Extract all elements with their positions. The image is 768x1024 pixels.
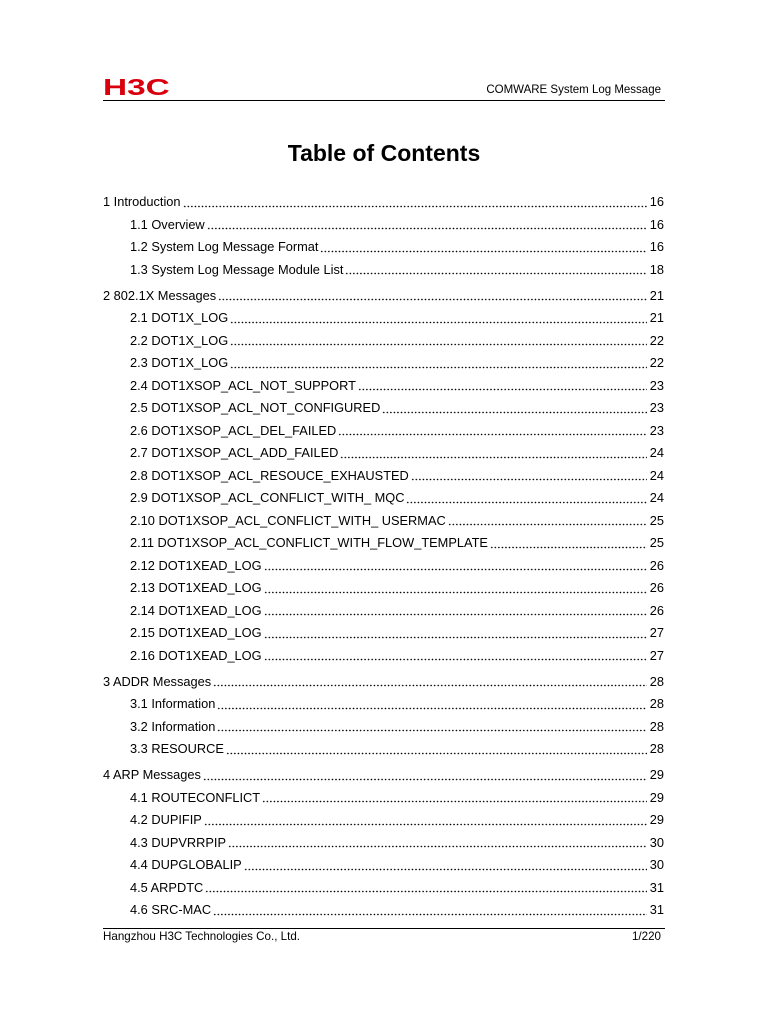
toc-entry-page-number: 24 (649, 490, 664, 505)
leader-dots (244, 854, 647, 877)
toc-entry-page-number: 31 (649, 902, 664, 917)
toc-section-entry (103, 307, 664, 330)
toc-entry-page-number: 30 (649, 834, 664, 850)
toc-entry-label: 4.6 SRC-MAC (130, 902, 212, 917)
toc-entry-label: 2.2 DOT1X_LOG (130, 332, 229, 348)
toc-entry-page-number: 21 (649, 287, 664, 303)
leader-dots (213, 899, 647, 922)
leader-dots (264, 555, 647, 578)
toc-entry-page-number: 25 (649, 512, 664, 528)
toc-entry-label: 2.6 DOT1XSOP_ACL_DEL_FAILED (130, 422, 337, 438)
toc-entry-label: 2.7 DOT1XSOP_ACL_ADD_FAILED (130, 445, 339, 460)
toc-entry-label: 3.2 Information (130, 718, 216, 734)
leader-dots (226, 738, 647, 761)
toc-entry-label: 2.13 DOT1XEAD_LOG (130, 580, 262, 595)
footer-company: Hangzhou H3C Technologies Co., Ltd. (103, 930, 301, 943)
leader-dots (217, 693, 646, 716)
leader-dots (382, 397, 646, 420)
page-number: 1/220 (631, 930, 661, 943)
toc-entry-page-number: 26 (649, 602, 664, 618)
toc-section-entry (103, 236, 664, 259)
leader-dots (345, 259, 646, 282)
toc-entry-page-number: 28 (649, 673, 664, 689)
leader-dots (448, 510, 647, 533)
toc-entry-label: 2.8 DOT1XSOP_ACL_RESOUCE_EXHAUSTED (130, 467, 409, 483)
toc-entry-label: 2.5 DOT1XSOP_ACL_NOT_CONFIGURED (130, 400, 381, 415)
toc-entry-label: 1 Introduction (103, 194, 181, 209)
leader-dots (213, 671, 647, 694)
toc-entry-label: 3.1 Information (130, 696, 216, 711)
toc-section-entry (103, 877, 664, 900)
leader-dots (358, 375, 647, 398)
toc-entry-label: 4.4 DUPGLOBALIP (130, 857, 242, 872)
leader-dots (204, 809, 647, 832)
toc-section-entry (103, 899, 664, 922)
toc-entry-page-number: 28 (649, 718, 664, 734)
toc-entry-label: 2.12 DOT1XEAD_LOG (130, 557, 262, 573)
toc-entry-page-number: 24 (649, 467, 664, 483)
toc-section-entry (103, 532, 664, 555)
leader-dots (490, 532, 647, 555)
toc-section-entry (103, 738, 664, 761)
toc-chapter-entry (103, 671, 664, 694)
header-rule (103, 100, 665, 101)
leader-dots (411, 465, 647, 488)
table-of-contents (103, 191, 664, 922)
leader-dots (262, 787, 647, 810)
toc-section-entry (103, 577, 664, 600)
toc-section-entry (103, 465, 664, 488)
toc-entry-label: 1.3 System Log Message Module List (130, 261, 344, 277)
toc-entry-page-number: 23 (649, 422, 664, 438)
toc-entry-page-number: 30 (649, 857, 664, 872)
toc-section-entry (103, 600, 664, 623)
toc-entry-page-number: 26 (649, 580, 664, 595)
toc-entry-label: 2 802.1X Messages (103, 287, 217, 303)
leader-dots (230, 352, 647, 375)
document-title: COMWARE System Log Message (486, 84, 661, 96)
toc-entry-label: 4.5 ARPDTC (130, 879, 204, 895)
toc-section-entry (103, 555, 664, 578)
toc-section-entry (103, 259, 664, 282)
toc-section-entry (103, 442, 664, 465)
leader-dots (264, 600, 647, 623)
toc-entry-page-number: 16 (649, 194, 664, 209)
toc-entry-page-number: 23 (649, 400, 664, 415)
toc-entry-label: 4.3 DUPVRRPIP (130, 834, 227, 850)
toc-entry-label: 2.16 DOT1XEAD_LOG (130, 647, 262, 663)
h3c-logo: H3C (103, 74, 170, 100)
toc-section-entry (103, 716, 664, 739)
toc-entry-page-number: 28 (649, 696, 664, 711)
toc-entry-label: 4 ARP Messages (103, 767, 201, 782)
toc-entry-page-number: 31 (649, 879, 664, 895)
toc-section-entry (103, 510, 664, 533)
toc-section-entry (103, 832, 664, 855)
toc-entry-label: 2.1 DOT1X_LOG (130, 310, 229, 325)
toc-entry-page-number: 18 (649, 261, 664, 277)
toc-entry-page-number: 16 (649, 239, 664, 254)
toc-section-entry (103, 693, 664, 716)
toc-entry-page-number: 27 (649, 625, 664, 640)
toc-entry-label: 2.3 DOT1X_LOG (130, 355, 229, 370)
toc-section-entry (103, 420, 664, 443)
toc-chapter-entry (103, 191, 664, 214)
toc-section-entry (103, 622, 664, 645)
toc-section-entry (103, 487, 664, 510)
leader-dots (340, 442, 646, 465)
toc-section-entry (103, 375, 664, 398)
toc-entry-label: 2.10 DOT1XSOP_ACL_CONFLICT_WITH_ USERMAC (130, 512, 446, 528)
leader-dots (264, 645, 647, 668)
toc-entry-page-number: 29 (649, 789, 664, 805)
toc-section-entry (103, 330, 664, 353)
toc-entry-label: 2.9 DOT1XSOP_ACL_CONFLICT_WITH_ MQC (130, 490, 405, 505)
toc-section-entry (103, 854, 664, 877)
toc-section-entry (103, 787, 664, 810)
toc-section-entry (103, 352, 664, 375)
leader-dots (207, 214, 647, 237)
toc-entry-page-number: 29 (649, 812, 664, 827)
toc-entry-page-number: 25 (649, 535, 664, 550)
toc-entry-page-number: 22 (649, 332, 664, 348)
leader-dots (228, 832, 647, 855)
page-title: Table of Contents (287, 139, 481, 166)
leader-dots (205, 877, 647, 900)
toc-entry-label: 4.2 DUPIFIP (130, 812, 202, 827)
toc-section-entry (103, 214, 664, 237)
toc-entry-page-number: 26 (649, 557, 664, 573)
leader-dots (183, 191, 647, 214)
leader-dots (406, 487, 646, 510)
toc-entry-label: 3.3 RESOURCE (130, 741, 224, 756)
toc-entry-page-number: 22 (649, 355, 664, 370)
toc-section-entry (103, 397, 664, 420)
toc-entry-page-number: 16 (649, 216, 664, 232)
toc-chapter-entry (103, 285, 664, 308)
toc-section-entry (103, 809, 664, 832)
toc-entry-label: 3 ADDR Messages (103, 673, 212, 689)
toc-entry-label: 2.4 DOT1XSOP_ACL_NOT_SUPPORT (130, 377, 356, 393)
leader-dots (230, 330, 647, 353)
leader-dots (218, 285, 647, 308)
footer-rule (103, 928, 665, 929)
toc-chapter-entry (103, 764, 664, 787)
toc-entry-page-number: 29 (649, 767, 664, 782)
toc-entry-label: 2.14 DOT1XEAD_LOG (130, 602, 262, 618)
toc-entry-label: 1.2 System Log Message Format (130, 239, 319, 254)
toc-entry-page-number: 24 (649, 445, 664, 460)
toc-entry-label: 1.1 Overview (130, 216, 205, 232)
toc-entry-label: 4.1 ROUTECONFLICT (130, 789, 261, 805)
toc-entry-page-number: 21 (649, 310, 664, 325)
leader-dots (264, 622, 647, 645)
leader-dots (217, 716, 646, 739)
toc-section-entry (103, 645, 664, 668)
leader-dots (230, 307, 647, 330)
toc-entry-label: 2.15 DOT1XEAD_LOG (130, 625, 262, 640)
leader-dots (203, 764, 647, 787)
toc-entry-page-number: 27 (649, 647, 664, 663)
toc-entry-page-number: 28 (649, 741, 664, 756)
leader-dots (338, 420, 646, 443)
leader-dots (264, 577, 647, 600)
leader-dots (320, 236, 646, 259)
toc-entry-label: 2.11 DOT1XSOP_ACL_CONFLICT_WITH_FLOW_TEMPLATE (130, 535, 488, 550)
toc-entry-page-number: 23 (649, 377, 664, 393)
